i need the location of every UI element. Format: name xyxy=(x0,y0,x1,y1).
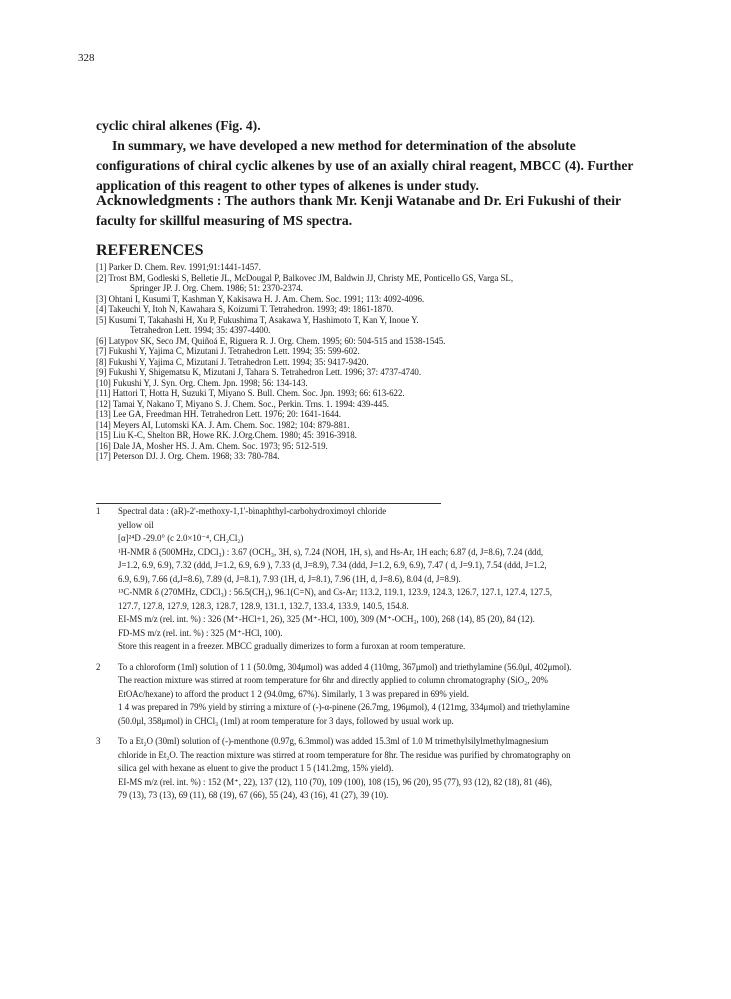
footnote-number: 3 xyxy=(96,736,101,746)
footnote-line: 1 4 was prepared in 79% yield by stirring a mixture of (-)-α-pinene (26.7mg, 196μmol), 4 (121mg, 334μmol) and triethylamine xyxy=(118,702,570,712)
reference-item: [14] Meyers AI, Lutomski KA. J. Am. Chem. Soc. 1982; 104: 879-881. xyxy=(96,419,350,430)
reference-item: [4] Takeuchi Y, Itoh N, Kawahara S, Koizumi T. Tetrahedron. 1993; 49: 1861-1870. xyxy=(96,304,394,314)
summary-line: In summary, we have developed a new method for determination of the absolute xyxy=(112,138,576,153)
references-heading: REFERENCES xyxy=(96,242,204,259)
reference-item: [6] Latypov SK, Seco JM, Quiñoá E, Riguera R. J. Org. Chem. 1995; 60: 504-515 and 1538-1545. xyxy=(96,335,446,346)
footnote-number: 1 xyxy=(96,506,101,516)
footnote-line: 6.9, 6.9), 7.66 (d,J=8.6), 7.89 (d, J=8.1), 7.93 (1H, d, J=8.1), 7.96 (1H, d, J=8.6), 8.04 (d, J=8.9). xyxy=(118,573,461,584)
footnote-line: EI-MS m/z (rel. int. %) : 152 (M⁺, 22), 137 (12), 110 (70), 109 (100), 108 (15), 96 (20), 95 (77), 93 (12), 82 (18), 81 (46), xyxy=(118,776,552,787)
reference-item: [13] Lee GA, Freedman HH. Tetrahedron Lett. 1976; 20: 1641-1644. xyxy=(96,409,341,419)
footnote-line: To a chloroform (1ml) solution of 1 1 (50.0mg, 304μmol) was added 4 (110mg, 367μmol) and triethylamine (56.0μl, 402μmol). xyxy=(118,661,572,672)
references-list xyxy=(96,262,686,462)
footnote-line: FD-MS m/z (rel. int. %) : 325 (M⁺-HCl, 100). xyxy=(118,627,283,638)
reference-item: [8] Fukushi Y, Yajima C, Mizutani J. Tetrahedron Lett. 1994; 35: 9417-9420. xyxy=(96,356,369,367)
reference-item: [7] Fukushi Y, Yajima C, Mizutani J. Tetrahedron Lett. 1994; 35: 599-602. xyxy=(96,346,360,356)
reference-item: [16] Dale JA, Mosher HS. J. Am. Chem. Soc. 1973; 95: 512-519. xyxy=(96,440,328,451)
footnote-2 xyxy=(96,661,696,729)
footnote-line: Store this reagent in a freezer. MBCC gradually dimerizes to form a furoxan at room temperature. xyxy=(118,641,466,651)
summary-section xyxy=(96,116,656,196)
footnote-line: Spectral data : (aR)-2'-methoxy-1,1'-binaphthyl-carbohydroximoyl chloride xyxy=(118,506,387,516)
reference-item: [12] Tamai Y, Nakano T, Miyano S. J. Chem. Soc., Perkin. Trns. 1. 1994: 439-445. xyxy=(96,398,389,409)
reference-item: [2] Trost BM, Godleski S, Belletie JL, McDougal P, Balkovec JM, Baldwin JJ, Christy ME, Ponticello GS, Varga SL, Springer JP. J. Org. Chem. 1986; 51: 2370-2374. xyxy=(96,272,514,293)
reference-item: [11] Hattori T, Hotta H, Suzuki T, Miyano S. Bull. Chem. Soc. Jpn. 1993; 66: 613-622. xyxy=(96,388,405,398)
acknowledgments-section xyxy=(96,191,656,231)
reference-item: [5] Kusumi T, Takahashi H, Xu P, Fukushima T, Asakawa Y, Hashimoto T, Kan Y, Inoue Y. Tetrahedron Lett. 1994; 35: 4397-4400. xyxy=(96,314,419,335)
footnote-line: J=1.2, 6.9, 6.9), 7.32 (ddd, J=1.2, 6.9, 6.9 ), 7.33 (d, J=8.9), 7.34 (ddd, J=1.2, 6.9, 6.9), 7.47 ( d, J=9.1), 7.54 (ddd, J=1.2, xyxy=(118,560,547,570)
footnote-line: chloride in Et₂O. The reaction mixture was stirred at room temperature for 8hr. The residue was purified by chromatography on xyxy=(118,749,571,760)
reference-item: [15] Liu K-C, Shelton BR, Howe RK. J.Org.Chem. 1980; 45: 3916-3918. xyxy=(96,430,357,440)
footnote-line: (50.0μl, 358μmol) in CHCl₃ (1ml) at room temperature for 3 days, followed by usual work up. xyxy=(118,715,454,726)
footnote-divider xyxy=(96,503,441,504)
reference-item: [1] Parker D. Chem. Rev. 1991;91:1441-1457. xyxy=(96,262,261,272)
reference-item: [3] Ohtani I, Kusumi T, Kashman Y, Kakisawa H. J. Am. Chem. Soc. 1991; 113: 4092-4096. xyxy=(96,293,425,304)
footnote-line: The reaction mixture was stirred at room temperature for 6hr and directly applied to column chromatography (SiO₂, 20% xyxy=(118,675,548,685)
reference-item: [10] Fukushi Y, J. Syn. Org. Chem. Jpn. 1998; 56: 134-143. xyxy=(96,377,308,388)
footnote-3 xyxy=(96,735,696,803)
footnote-number: 2 xyxy=(96,661,101,672)
footnote-line: yellow oil xyxy=(118,519,154,530)
footnote-line: [α]²⁴D -29.0° (c 2.0×10⁻⁴, CH₂Cl₂) xyxy=(118,533,244,543)
summary-line: cyclic chiral alkenes (Fig. 4). xyxy=(96,118,261,133)
acknowledgments-text: faculty for skillful measuring of MS spectra. xyxy=(96,213,353,228)
reference-item: [9] Fukushi Y, Shigematsu K, Mizutani J, Tahara S. Tetrahedron Lett. 1996; 37: 4737-4740. xyxy=(96,367,422,377)
footnote-line: To a Et₂O (30ml) solution of (-)-menthone (0.97g, 6.3mmol) was added 15.3ml of 1.0 M trimethylsilylmethylmagnesium xyxy=(118,736,549,746)
acknowledgments-heading: Acknowledgments xyxy=(96,193,214,209)
footnote-line: ¹H-NMR δ (500MHz, CDCl₃) : 3.67 (OCH₃, 3H, s), 7.24 (NOH, 1H, s), and Hs-Ar, 1H each; 6.87 (d, J=8.6), 7.24 (ddd, xyxy=(118,546,544,557)
footnote-line: EtOAc/hexane) to afford the product 1 2 (94.0mg, 67%). Similarly, 1 3 was prepared in 69% yield. xyxy=(118,688,469,699)
footnotes xyxy=(96,505,696,810)
summary-line: configurations of chiral cyclic alkenes by use of an axially chiral reagent, MBCC (4). Further xyxy=(96,158,634,173)
footnote-1 xyxy=(96,505,696,654)
footnote-line: 79 (13), 73 (13), 69 (11), 68 (19), 67 (66), 55 (24), 43 (16), 41 (27), 39 (10). xyxy=(118,790,389,800)
footnote-line: ¹³C-NMR δ (270MHz, CDCl₃) : 56.5(CH₃), 96.1(C=N), and Cs-Ar; 113.2, 119.1, 123.9, 124.3, 126.7, 127.1, 127.4, 127.5, xyxy=(118,587,552,597)
reference-item: [17] Peterson DJ. J. Org. Chem. 1968; 33: 780-784. xyxy=(96,451,280,461)
summary-line: application of this reagent to other types of alkenes is under study. xyxy=(96,178,479,193)
page-number: 328 xyxy=(78,52,95,64)
acknowledgments-text: : The authors thank Mr. Kenji Watanabe and Dr. Eri Fukushi of their xyxy=(213,193,622,208)
footnote-line: 127.7, 127.8, 127.9, 128.3, 128.7, 128.9, 131.1, 132.7, 133.4, 133.9, 140.5, 154.8. xyxy=(118,600,409,611)
footnote-line: EI-MS m/z (rel. int. %) : 326 (M⁺-HCl+1, 26), 325 (M⁺-HCl, 100), 309 (M⁺-OCH₃, 100), 268 (14), 85 (20), 84 (12). xyxy=(118,614,535,624)
footnote-line: silica gel with hexane as eluent to give the product 1 5 (141.2mg, 15% yield). xyxy=(118,763,394,773)
